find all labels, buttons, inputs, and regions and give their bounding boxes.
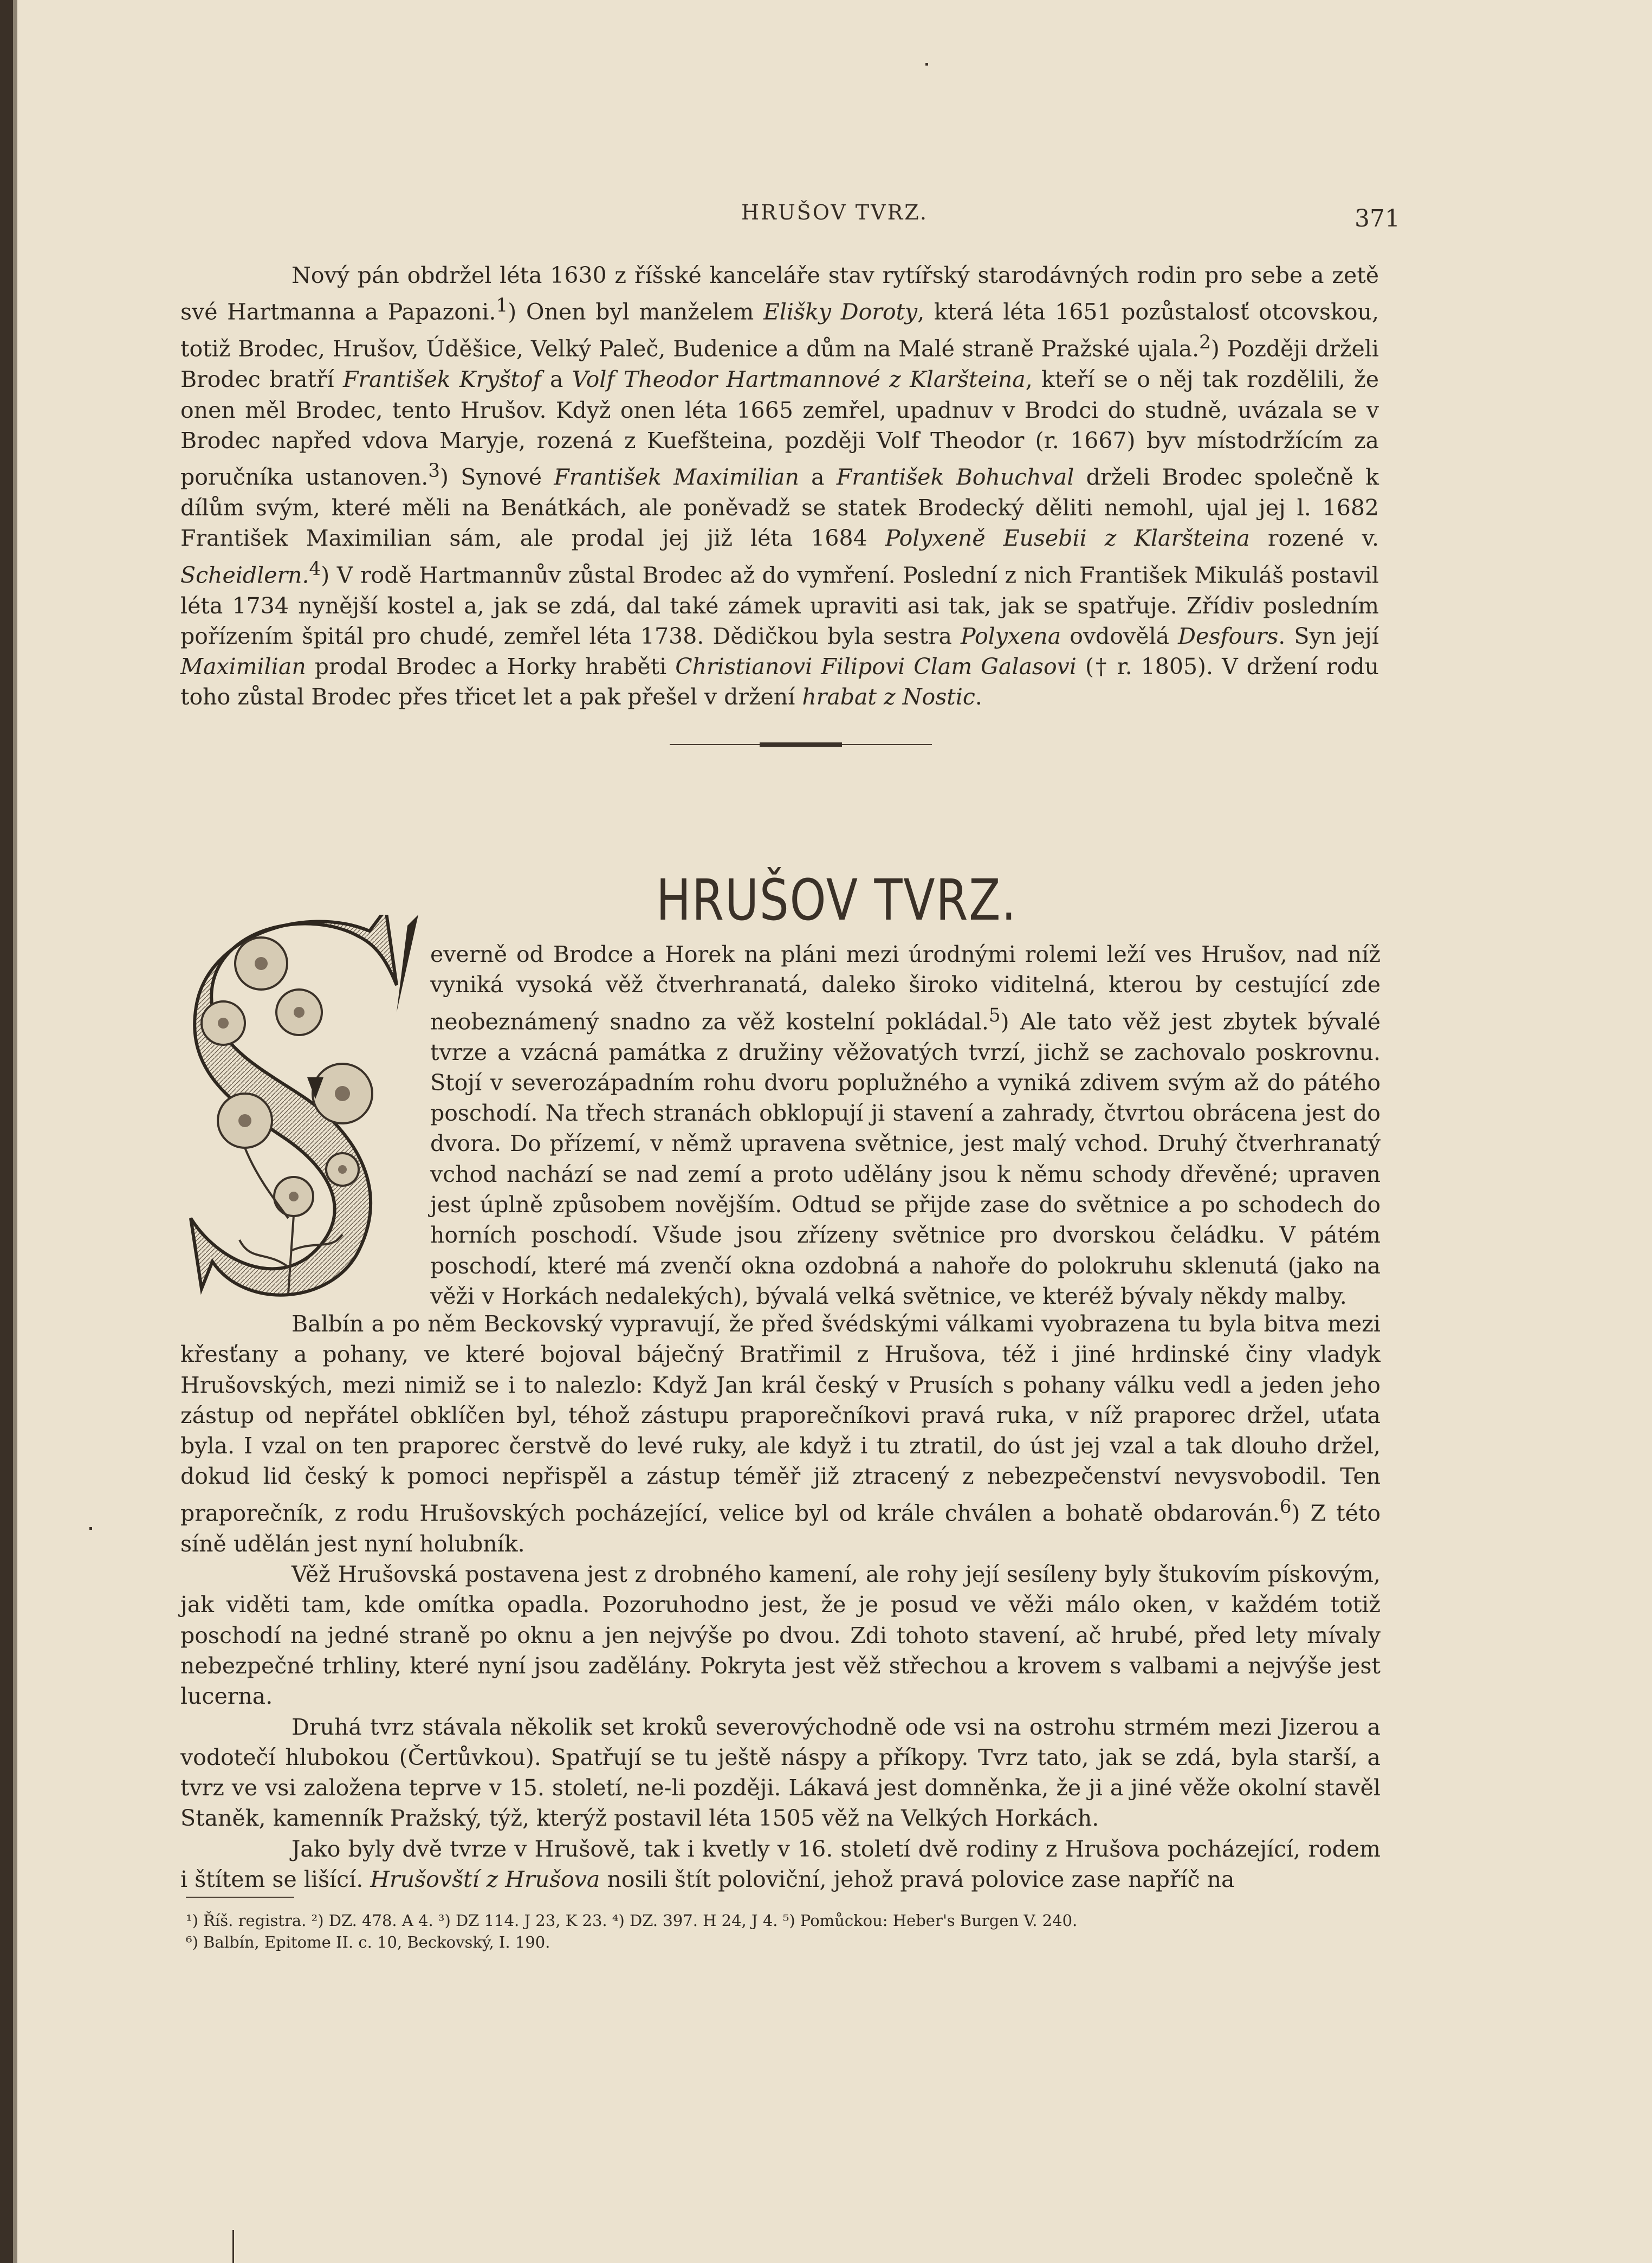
- page-speck: [925, 63, 928, 66]
- page-mark: [232, 2230, 234, 2263]
- chapter-title: HRUŠOV TVRZ.: [656, 867, 1017, 933]
- body-paragraph-2: Věž Hrušovská postavena jest z drobného kamení, ale rohy její sesíleny byly štukovím pískovým, jak viděti tam, kde omítka opadla. Pozoruhodno jest, že je posud ve věži málo oken, v každém totiž poschodí na jedné straně po oknu a jen nejvýše po dvou. Zdi tohoto stavení, ač hrubé, před lety mívaly nebezpečné trhliny, které nyní jsou zadělány. Pokryta jest věž střechou a krovem s valbami a nejvýše jest lucerna.: [180, 1561, 1381, 1710]
- footnote-ref[interactable]: 3: [428, 460, 440, 482]
- footnote-ref[interactable]: 1: [496, 295, 508, 317]
- footnote-line: ¹) Říš. registra. ²) DZ. 478. A 4. ³) DZ 114. J 23, K 23. ⁴) DZ. 397. H 24, J 4. ⁵) Pomůckou: Heber's Burgen V. 240.: [186, 1911, 1078, 1930]
- footnotes: [186, 1910, 1378, 1953]
- body-continued: [180, 1309, 1381, 1895]
- page-number: 371: [1355, 205, 1400, 232]
- footnote-ref[interactable]: 4: [309, 558, 321, 580]
- body-paragraph-3: Druhá tvrz stávala několik set kroků severovýchodně ode vsi na ostrohu strmém mezi Jizerou a vodotečí hlubokou (Čertůvkou). Spatřují se tu ještě náspy a příkopy. Tvrz tato, jak se zdá, byla starší, a tvrz ve vsi založena teprve v 15. století, ne-li později. Lákavá jest domněnka, že ji a jiné věže okolní stavěl Staněk, kamenník Pražský, týž, kterýž postavil léta 1505 věž na Velkých Horkách.: [180, 1714, 1381, 1832]
- binding-shadow: [13, 0, 17, 2263]
- body-paragraph-4: Jako byly dvě tvrze v Hrušově, tak i kvetly v 16. století dvě rodiny z Hrušova pocházející, rodem i štítem se lišící. Hrušovští z Hrušova nosili štít poloviční, jehož pravá polovice zase napříč na: [180, 1835, 1381, 1892]
- book-page: [17, 0, 1652, 2263]
- section-divider: [670, 742, 932, 747]
- footnote-ref[interactable]: 6: [1279, 1496, 1292, 1518]
- footnote-ref[interactable]: 5: [988, 1004, 1001, 1026]
- decorated-initial-s: [180, 915, 423, 1319]
- body-paragraph-1-continued: Balbín a po něm Beckovský vypravují, že před švédskými válkami vyobrazena tu byla bitva mezi křesťany a pohany, ve které bojoval báječný Bratřimil z Hrušova, též i jiné hrdinské činy vladyk Hrušovských, mezi nimiž se i to nalezlo: Když Jan král český v Prusích s pohany válku vedl a jeden jeho zástup od nepřátel obklíčen byl, téhož zástupu praporečníkovi pravá ruka, v níž praporec držel, uťata byla. I vzal on ten praporec čerstvě do levé ruky, ale když i tu ztratil, do úst jej vzal a tak dlouho držel, dokud lid český k pomoci nepřispěl a zástup téměř již ztracený z nebezpečenství nevysvobodil. Ten praporečník, z rodu Hrušovských pocházející, velice byl od krále chválen a bohatě obdarován.$^6$) Z této síně udělán jest nyní holubník.: [180, 1311, 1381, 1557]
- body-paragraph-1-start: everně od Brodce a Horek na pláni mezi úrodnými rolemi leží ves Hrušov, nad níž vyniká vysoká věž čtverhranatá, daleko široko viditelná, kterou by cestující zde neobeznámený snadno za věž kostelní pokládal.$^5$) Ale tato věž jest zbytek bývalé tvrze a vzácná památka z družiny věžovatých tvrzí, jichž se zachovalo poskrovnu. Stojí v severozápadním rohu dvoru poplužného a vyniká zdivem svým až do pátého poschodí. Na třech stranách obklopují ji stavení a zahrady, čtvrtou obrácena jest do dvora. Do přízemí, v němž upravena světnice, jest malý vchod. Druhý čtverhranatý vchod nachází se nad zemí a proto udělány jsou k němu schody dřevěné; upraven jest úplně způsobem novějším. Odtud se přijde zase do světnice a po schodech do horních poschodí. Všude jsou zřízeny světnice pro dvorskou čeládku. V pátém poschodí, které má zvenčí okna ozdobná a nahoře do polokruhu sklenutá (jako na věži v Horkách nedalekých), bývalá velká světnice, ve kteréž bývaly někdy malby.: [430, 941, 1381, 1309]
- footnote-line: ⁶) Balbín, Epitome II. c. 10, Beckovský, I. 190.: [186, 1933, 550, 1951]
- continuation-paragraph: Nový pán obdržel léta 1630 z říšské kanceláře stav rytířský starodávných rodin pro sebe a zetě své Hartmanna a Papazoni.$^1$) Onen byl manželem Elišky Doroty, která léta 1651 pozůstalosť otcovskou, totiž Brodec, Hrušov, Úděšice, Velký Paleč, Budenice a dům na Malé straně Pražské ujala.$^2$) Později drželi Brodec bratří František Kryštof a Volf Theodor Hartmannové z Klaršteina, kteří se o něj tak rozdělili, že onen měl Brodec, tento Hrušov. Když onen léta 1665 zemřel, upadnuv v Brodci do studně, uvázala se v Brodec napřed vdova Maryje, rozená z Kuefšteina, později Volf Theodor (r. 1667) byv místodržícím za poručníka ustanoven.$^3$) Synové František Maximilian a František Bohuchval drželi Brodec společně k dílům svým, které měli na Benátkách, ale poněvadž se statek Brodecký děliti nemohl, ujal jej l. 1682 František Maximilian sám, ale prodal jej již léta 1684 Polyxeně Eusebii z Klaršteina rozené v. Scheidlern.$^4$) V rodě Hartmannův zůstal Brodec až do vymření. Poslední z nich František Mikuláš postavil léta 1734 nynější kostel a, jak se zdá, dal také zámek upraviti asi tak, jak se spatřuje. Zřídiv posledním pořízením špitál pro chudé, zemřel léta 1738. Dědičkou byla sestra Polyxena ovdovělá Desfours. Syn její Maximilian prodal Brodec a Horky hraběti Christianovi Filipovi Clam Galasovi († r. 1805). V držení rodu toho zůstal Brodec přes třicet let a pak přešel v držení hrabat z Nostic.: [180, 262, 1379, 710]
- footnote-rule: [186, 1897, 294, 1898]
- running-header: HRUŠOV TVRZ.: [741, 201, 929, 224]
- page-speck: [89, 1527, 92, 1530]
- binding-edge: [0, 0, 13, 2263]
- footnote-ref[interactable]: 2: [1199, 332, 1211, 354]
